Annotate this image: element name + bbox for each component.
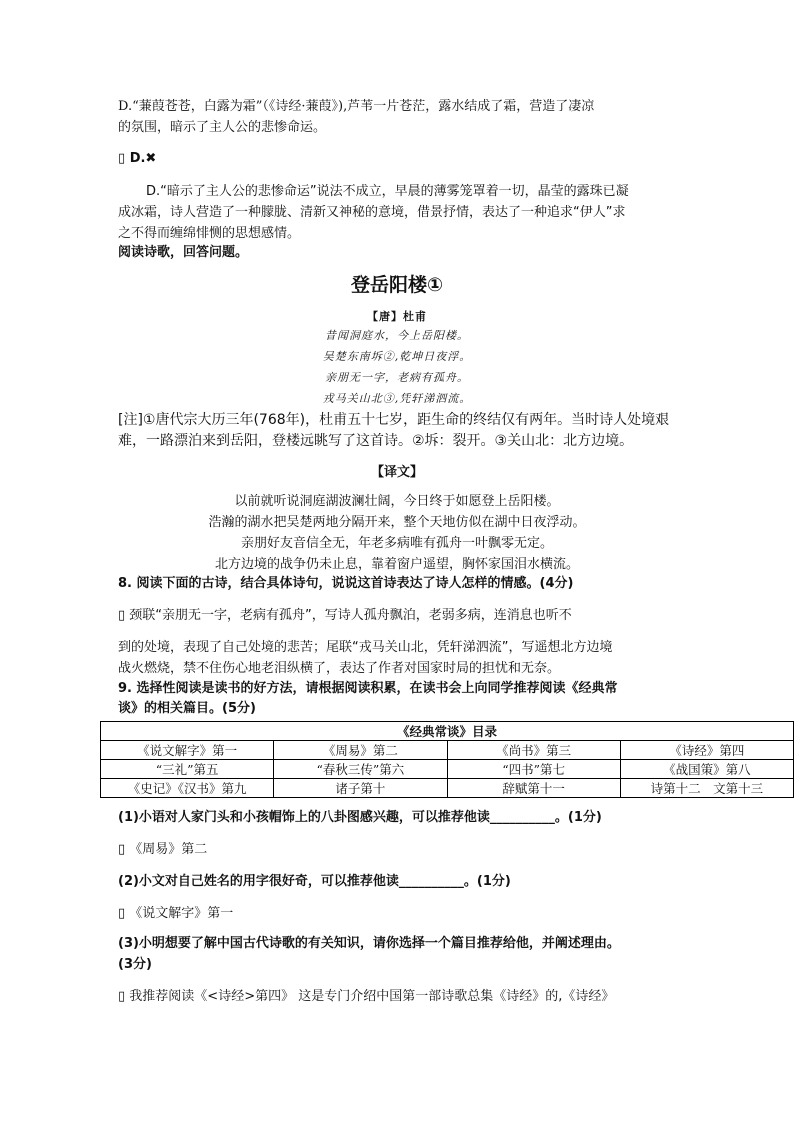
table-cell: 《史记》《汉书》第九 <box>101 779 274 798</box>
table-cell: 《周易》第二 <box>274 741 447 760</box>
translation-line-3: 亲朋好友音信全无，年老多病唯有孤舟一叶飘零无定。 <box>240 536 553 551</box>
table-cell: 辞赋第十一 <box>447 779 620 798</box>
poem-line-1: 昔闻洞庭水，今上岳阳楼。 <box>325 329 469 342</box>
answer-mark-icon: ▯ <box>118 151 126 166</box>
q9-sub3-question-line1: (3)小明想要了解中国古代诗歌的有关知识，请你选择一个篇目推荐给他，并阐述理由。 <box>118 936 620 951</box>
analysis-line1: D.“暗示了主人公的悲惨命运”说法不成立，早晨的薄雾笼罩着一切，晶莹的露珠已凝 <box>146 184 629 199</box>
translation-line-4: 北方边境的战争仍未止息，靠着窗户遥望，胸怀家国泪水横流。 <box>214 557 579 572</box>
q9-sub1-answer <box>118 840 207 860</box>
poem-note-line1: [注]①唐代宗大历三年(768年)，杜甫五十七岁，距生命的终结仅有两年。当时诗人处境艰 <box>118 412 670 428</box>
q9-question-line2: 谈》的相关篇目。(5分) <box>118 701 256 716</box>
table-cell: “四书”第七 <box>447 760 620 779</box>
q9-sub3-answer <box>118 987 614 1007</box>
option-d-text-line1: D.“蒹葭苍苍，白露为霜”（《诗经·蒹葭》),芦苇一片苍茫，露水结成了霜，营造了凄凉 <box>118 99 595 114</box>
table-row <box>101 760 794 779</box>
poem-title: 登岳阳楼① <box>350 274 444 296</box>
table-row <box>101 779 794 798</box>
answer-d <box>118 149 156 169</box>
q8-question: 8. 阅读下面的古诗，结合具体诗句，说说这首诗表达了诗人怎样的情感。(4分) <box>118 576 574 591</box>
q9-sub3-answer-text: 我推荐阅读《<诗经>第四》 这是专门介绍中国第一部诗歌总集《诗经》的,《诗经》 <box>129 989 615 1004</box>
poem-line-3: 亲朋无一字，老病有孤舟。 <box>325 371 469 384</box>
answer-d-text: D.✖ <box>129 151 157 166</box>
translation-heading: 【译文】 <box>370 465 423 480</box>
q8-answer-line2: 到的处境，表现了自己处境的悲苦；尾联“戎马关山北，凭轩涕泗流”，写遥想北方边境 <box>118 640 613 655</box>
answer-mark-icon: ▯ <box>118 906 126 921</box>
answer-mark-icon: ▯ <box>118 842 126 857</box>
translation-line-1: 以前就听说洞庭湖波澜壮阔，今日终于如愿登上岳阳楼。 <box>234 494 560 509</box>
table-cell: 《战国策》第八 <box>620 760 793 779</box>
table-cell: “三礼”第五 <box>101 760 274 779</box>
classics-contents-table <box>100 721 794 798</box>
q9-sub1-question: (1)小语对人家门头和小孩帽饰上的八卦图感兴趣，可以推荐他读__________。(1分) <box>118 810 602 825</box>
q9-sub2-answer <box>118 904 233 924</box>
q9-question-line1: 9. 选择性阅读是读书的好方法，请根据阅读积累，在读书会上向同学推荐阅读《经典常 <box>118 681 618 696</box>
table-cell: 《说文解字》第一 <box>101 741 274 760</box>
poem-line-4: 戎马关山北③,凭轩涕泗流。 <box>322 392 472 405</box>
q9-sub1-answer-text: 《周易》第二 <box>129 842 208 857</box>
table-cell: 《诗经》第四 <box>620 741 793 760</box>
table-cell: 诗第十二 文第十三 <box>620 779 793 798</box>
answer-mark-icon: ▯ <box>118 608 126 623</box>
option-d-text-line2: 的氛围，暗示了主人公的悲惨命运。 <box>118 120 327 135</box>
answer-mark-icon: ▯ <box>118 989 126 1004</box>
q9-sub3-question-line2: (3分) <box>118 957 152 972</box>
table-cell: “春秋三传”第六 <box>274 760 447 779</box>
translation-line-2: 浩瀚的湖水把吴楚两地分隔开来，整个天地仿似在湖中日夜浮动。 <box>208 515 586 530</box>
q8-answer-text: 颈联“亲朋无一字，老病有孤舟”，写诗人孤舟飘泊，老弱多病，连消息也听不 <box>129 608 572 623</box>
table-row <box>101 741 794 760</box>
analysis-line2: 成冰霜，诗人营造了一种朦胧、清新又神秘的意境，借景抒情，表达了一种追求“伊人”求 <box>118 205 626 220</box>
poem-note-line2: 难，一路漂泊来到岳阳，登楼远眺写了这首诗。②坼：裂开。③关山北：北方边境。 <box>118 433 634 449</box>
poem-author: 【唐】杜甫 <box>367 310 427 323</box>
q8-answer-line1 <box>118 606 572 626</box>
table-cell: 诸子第十 <box>274 779 447 798</box>
reading-instruction: 阅读诗歌，回答问题。 <box>118 245 249 260</box>
table-title: 《经典常谈》目录 <box>101 722 794 741</box>
q8-answer-line3: 战火燃烧，禁不住伤心地老泪纵横了，表达了作者对国家时局的担忧和无奈。 <box>118 661 561 676</box>
poem-line-2: 吴楚东南坼②,乾坤日夜浮。 <box>322 350 472 363</box>
table-cell: 《尚书》第三 <box>447 741 620 760</box>
analysis-line3: 之不得而缠绵悱恻的思想感情。 <box>118 226 301 241</box>
q9-sub2-question: (2)小文对自己姓名的用字很好奇，可以推荐他读__________。(1分) <box>118 874 511 889</box>
q9-sub2-answer-text: 《说文解字》第一 <box>129 906 234 921</box>
